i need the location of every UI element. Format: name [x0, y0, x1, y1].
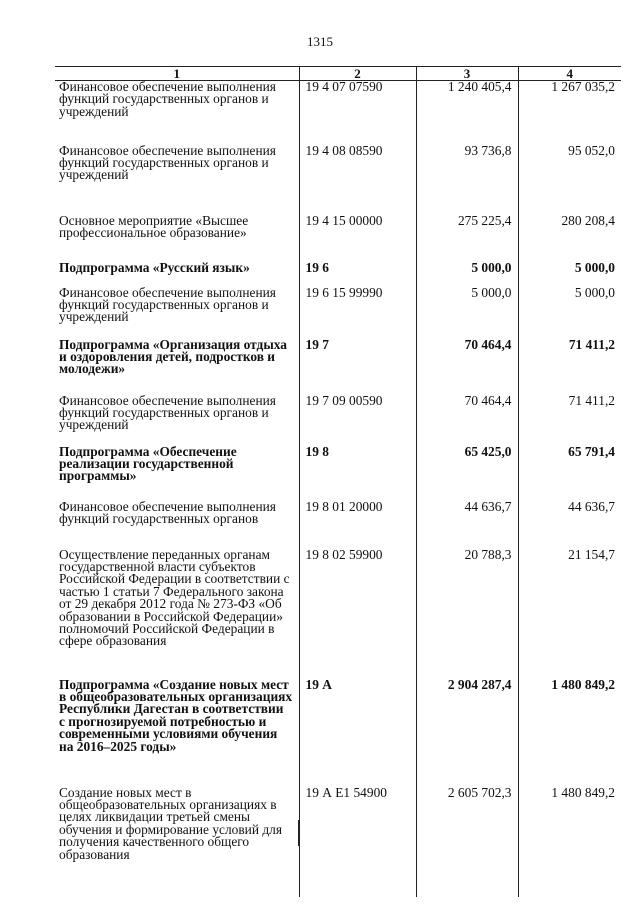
table-row	[55, 81, 621, 145]
row-value-2023-cell: 5 000,0	[416, 262, 518, 287]
row-value-2023-cell: 2 605 702,3	[416, 787, 518, 897]
row-value-2023-cell: 275 225,4	[416, 215, 518, 262]
table-row	[55, 501, 621, 549]
row-code-cell: 19 4 08 08590	[299, 145, 416, 215]
row-value-2024-cell: 1 480 849,2	[518, 679, 621, 787]
row-value-2023-cell: 65 425,0	[416, 446, 518, 501]
row-value-2023-cell: 44 636,7	[416, 501, 518, 549]
column-header: 3	[416, 67, 518, 81]
row-value-2024-cell: 71 411,2	[518, 339, 621, 395]
row-value-2024-cell: 1 480 849,2	[518, 787, 621, 897]
row-value-2024-cell: 1 267 035,2	[518, 81, 621, 145]
table-row	[55, 339, 621, 395]
row-value-2023-cell: 70 464,4	[416, 395, 518, 446]
row-name-cell: Подпрограмма «Обеспечение реализации государственной программы»	[59, 443, 237, 484]
column-header: 2	[299, 67, 416, 81]
table-row	[55, 679, 621, 787]
row-name-cell: Осуществление переданных органам государственной власти субъектов Российской Федерации в соответствии с частью 1 статьи 7 Федерального закона от 29 декабря 2012 года № 273-ФЗ «Об образовании в Российской Федерации» полномочий Российской Федерации в сфере образования	[59, 546, 290, 649]
row-name-cell: Подпрограмма «Русский язык»	[59, 259, 250, 275]
row-value-2023-cell: 2 904 287,4	[416, 679, 518, 787]
row-name-cell: Финансовое обеспечение выполнения функций государственных органов и учреждений	[59, 79, 276, 119]
row-code-cell: 19 8 02 59900	[299, 549, 416, 679]
row-value-2024-cell: 5 000,0	[518, 262, 621, 287]
row-code-cell: 19 8 01 20000	[299, 501, 416, 549]
row-name-cell: Создание новых мест в общеобразовательных организациях в целях ликвидации третьей смены обучения и формирование условий для получения качественного общего образования	[59, 784, 283, 862]
row-value-2023-cell: 20 788,3	[416, 549, 518, 679]
row-code-cell: 19 6	[299, 262, 416, 287]
row-value-2023-cell: 93 736,8	[416, 145, 518, 215]
row-value-2024-cell: 95 052,0	[518, 145, 621, 215]
table-row	[55, 446, 621, 501]
row-name-cell: Финансовое обеспечение выполнения функций государственных органов и учреждений	[59, 142, 276, 183]
row-name-cell: Основное мероприятие «Высшее профессиональное образование»	[59, 212, 249, 240]
row-value-2024-cell: 71 411,2	[518, 395, 621, 446]
row-value-2024-cell: 44 636,7	[518, 501, 621, 549]
row-name-cell: Финансовое обеспечение выполнения функций государственных органов и учреждений	[59, 392, 276, 433]
row-code-cell: 19 8	[299, 446, 416, 501]
row-code-cell: 19 4 15 00000	[299, 215, 416, 262]
column-divider	[298, 820, 299, 846]
row-value-2023-cell: 1 240 405,4	[416, 81, 518, 145]
row-code-cell: 19 А	[299, 679, 416, 787]
row-code-cell: 19 4 07 07590	[299, 81, 416, 145]
row-code-cell: 19 7	[299, 339, 416, 395]
table-row	[55, 215, 621, 262]
row-value-2024-cell: 5 000,0	[518, 287, 621, 339]
row-value-2024-cell: 65 791,4	[518, 446, 621, 501]
row-name-cell: Финансовое обеспечение выполнения функций государственных органов и учреждений	[59, 284, 276, 325]
row-code-cell: 19 А Е1 54900	[299, 787, 416, 897]
row-value-2024-cell: 280 208,4	[518, 215, 621, 262]
table-row	[55, 287, 621, 339]
row-value-2024-cell: 21 154,7	[518, 549, 621, 679]
row-value-2023-cell: 70 464,4	[416, 339, 518, 395]
row-code-cell: 19 7 09 00590	[299, 395, 416, 446]
row-name-cell: Подпрограмма «Создание новых мест в общеобразовательных организациях Республики Дагестан в соответствии с прогнозируемой потребностью и современными условиями обучения на 2016–2025 годы»	[59, 676, 293, 754]
table-row	[55, 549, 621, 679]
row-name-cell: Подпрограмма «Организация отдыха и оздоровления детей, подростков и молодежи»	[59, 336, 287, 377]
table-row	[55, 395, 621, 446]
row-value-2023-cell: 5 000,0	[416, 287, 518, 339]
row-code-cell: 19 6 15 99990	[299, 287, 416, 339]
table-row	[55, 262, 621, 287]
table-row	[55, 145, 621, 215]
table-row	[55, 787, 621, 897]
column-header: 1	[55, 67, 299, 81]
page-number: 1315	[307, 34, 333, 49]
column-header: 4	[518, 67, 621, 81]
budget-table	[55, 67, 621, 897]
row-name-cell: Финансовое обеспечение выполнения функций государственных органов	[59, 498, 276, 526]
